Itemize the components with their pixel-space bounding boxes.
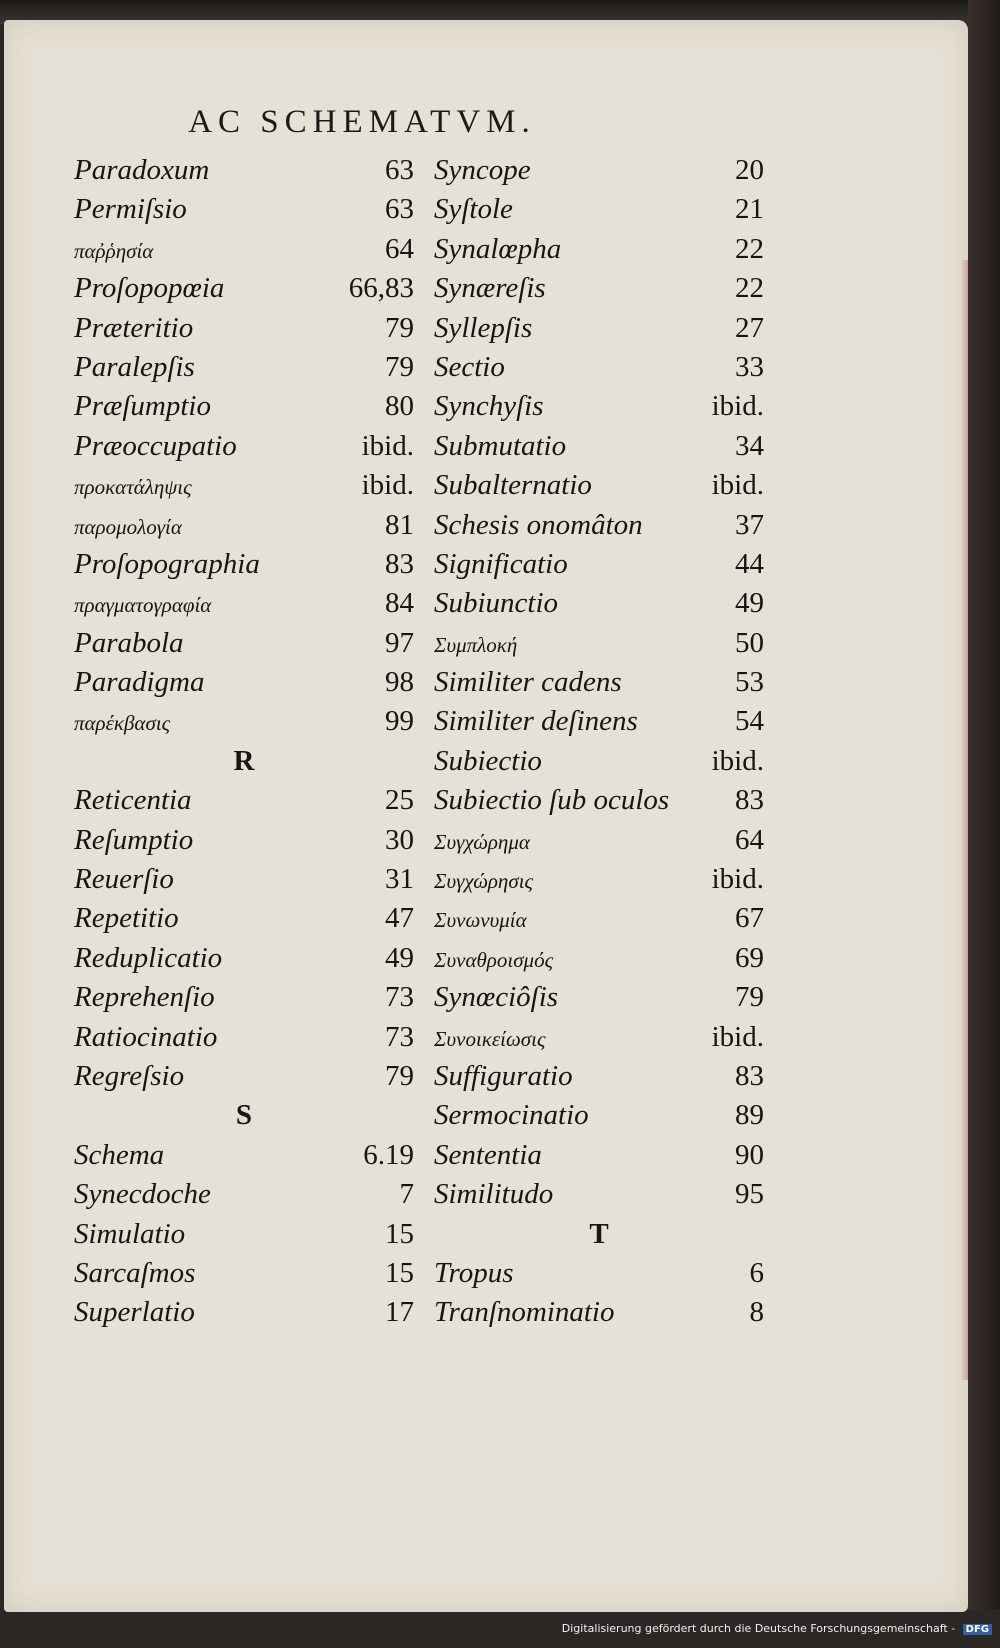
index-column-left	[74, 150, 414, 1332]
digitization-credit	[562, 1622, 992, 1635]
index-entry	[434, 426, 764, 465]
index-entry	[434, 386, 764, 425]
index-term: Subiectio ſub oculos	[434, 784, 670, 817]
index-page-number: 7	[399, 1178, 414, 1211]
index-section-letter	[74, 741, 414, 780]
index-entry	[434, 1135, 764, 1174]
index-page-number: 50	[735, 626, 764, 659]
index-term: Schema	[74, 1138, 165, 1171]
index-entry	[74, 229, 414, 268]
index-entry	[434, 898, 764, 937]
index-page-number: 90	[735, 1138, 764, 1171]
index-page-number: 8	[749, 1296, 764, 1329]
index-entry	[434, 820, 764, 859]
index-entry	[74, 386, 414, 425]
index-term: Συνοικείωσις	[434, 1026, 546, 1051]
index-page-number: ibid.	[711, 1020, 764, 1053]
index-term: Synœciôſis	[434, 981, 559, 1014]
index-entry	[434, 308, 764, 347]
index-entry	[434, 662, 764, 701]
section-letter: R	[233, 744, 255, 777]
index-term: Sectio	[434, 350, 505, 383]
index-term: Simulatio	[74, 1217, 186, 1250]
index-term: παρομολογία	[74, 514, 182, 539]
index-page-number: 89	[735, 1099, 764, 1132]
index-term: Syllepſis	[434, 311, 533, 344]
page-edge	[960, 260, 968, 1380]
index-page-number: 31	[385, 863, 414, 896]
index-page-number: 73	[385, 981, 414, 1014]
index-page-number: 80	[385, 390, 414, 423]
index-entry	[74, 308, 414, 347]
index-page-number: ibid.	[711, 390, 764, 423]
index-term: Subiunctio	[434, 587, 559, 620]
index-column-right	[434, 150, 764, 1332]
index-entry	[74, 977, 414, 1016]
index-page-number: 83	[735, 784, 764, 817]
index-page-number: 37	[735, 508, 764, 541]
index-entry	[434, 150, 764, 189]
index-page-number: 79	[385, 1059, 414, 1092]
index-term: Similitudo	[434, 1178, 554, 1211]
index-page-number: 63	[385, 154, 414, 186]
index-page-number: 20	[735, 154, 764, 186]
index-entry	[74, 505, 414, 544]
index-page-number: 79	[385, 311, 414, 344]
index-entry	[74, 544, 414, 583]
index-term: Syſtole	[434, 193, 513, 226]
index-term: Subalternatio	[434, 469, 592, 502]
index-entry	[74, 150, 414, 189]
index-term: Sermocinatio	[434, 1099, 589, 1132]
index-entry	[74, 938, 414, 977]
index-entry	[74, 465, 414, 504]
section-letter: S	[235, 1099, 253, 1132]
index-page-number: ibid.	[711, 863, 764, 896]
index-page-number: 69	[735, 941, 764, 974]
index-term: Suffiguratio	[434, 1059, 573, 1092]
digitization-credit-text: Digitalisierung gefördert durch die Deutsche Forschungsgemeinschaft -	[561, 1622, 956, 1635]
index-page-number: 83	[735, 1059, 764, 1092]
index-term: Sarcaſmos	[74, 1256, 196, 1289]
index-entry	[74, 1056, 414, 1095]
index-entry	[434, 505, 764, 544]
index-entry	[434, 229, 764, 268]
page-header	[4, 104, 968, 141]
index-term: προκατάληψις	[74, 475, 192, 500]
index-entry	[434, 1174, 764, 1213]
index-page-number: 64	[385, 232, 414, 265]
index-term: Regreſsio	[74, 1059, 185, 1092]
index-term: Proſopographia	[74, 547, 260, 580]
index-entry	[74, 701, 414, 740]
index-page-number: 67	[735, 902, 764, 935]
index-page-number: ibid.	[711, 744, 764, 777]
index-entry	[74, 662, 414, 701]
index-page-number: 95	[735, 1178, 764, 1211]
index-term: Permiſsio	[74, 193, 187, 226]
index-page-number: 25	[385, 784, 414, 817]
index-page-number: 22	[735, 232, 764, 265]
index-term: Συγχώρημα	[434, 829, 530, 854]
index-page-number: 22	[735, 272, 764, 305]
index-term: παῤῥησία	[74, 238, 154, 263]
index-entry	[74, 820, 414, 859]
index-entry	[74, 1214, 414, 1253]
index-entry	[434, 701, 764, 740]
index-entry	[74, 1017, 414, 1056]
index-entry	[434, 1292, 764, 1331]
index-page-number: 79	[385, 350, 414, 383]
index-entry	[434, 1017, 764, 1056]
index-term: Synæreſis	[434, 272, 546, 305]
index-page-number: 83	[385, 547, 414, 580]
index-page-number: 17	[385, 1296, 414, 1329]
index-entry	[434, 741, 764, 780]
index-term: Præteritio	[74, 311, 194, 344]
index-page-number: ibid.	[361, 429, 414, 462]
index-page-number: 79	[735, 981, 764, 1014]
index-entry	[74, 347, 414, 386]
index-term: Συγχώρησις	[434, 869, 534, 894]
index-term: Similiter cadens	[434, 666, 622, 699]
index-term: Paradigma	[74, 666, 205, 699]
index-term: Tranſnominatio	[434, 1296, 615, 1329]
index-entry	[74, 583, 414, 622]
index-page-number: 97	[385, 626, 414, 659]
index-page-number: 44	[735, 547, 764, 580]
index-term: Reſumptio	[74, 823, 194, 856]
index-term: Significatio	[434, 547, 568, 580]
index-term: Schesis onomâton	[434, 508, 643, 541]
index-term: Syncope	[434, 154, 531, 186]
index-term: Reticentia	[74, 784, 192, 817]
index-entry	[74, 1253, 414, 1292]
index-term: παρέκβασις	[74, 711, 171, 736]
index-page-number: 6.19	[363, 1138, 414, 1171]
index-page-number: 30	[385, 823, 414, 856]
index-term: Reduplicatio	[74, 941, 223, 974]
index-section-letter	[74, 1095, 414, 1134]
index-page-number: 66,83	[348, 272, 414, 305]
index-term: Reprehenſio	[74, 981, 215, 1014]
index-entry	[74, 1174, 414, 1213]
section-letter: T	[589, 1217, 609, 1250]
index-term: Præſumptio	[74, 390, 211, 423]
index-term: Parabola	[74, 626, 184, 659]
index-entry	[74, 1292, 414, 1331]
index-entry	[434, 1095, 764, 1134]
index-term: Συναθροισμός	[434, 947, 554, 972]
index-term: Ratiocinatio	[74, 1020, 218, 1053]
index-page-number: 53	[735, 666, 764, 699]
index-entry	[434, 1056, 764, 1095]
index-entry	[434, 938, 764, 977]
index-term: πραγματογραφία	[74, 593, 212, 618]
index-section-letter	[434, 1214, 764, 1253]
index-entry	[74, 426, 414, 465]
dfg-logo: DFG	[963, 1624, 992, 1635]
index-entry	[74, 780, 414, 819]
index-term: Præoccupatio	[74, 429, 237, 462]
index-page-number: 27	[735, 311, 764, 344]
index-entry	[434, 859, 764, 898]
index-entry	[434, 465, 764, 504]
index-page-number: ibid.	[711, 469, 764, 502]
index-entry	[434, 268, 764, 307]
book-page	[4, 20, 968, 1612]
scan-background-right	[968, 0, 1000, 1648]
index-term: Tropus	[434, 1256, 514, 1289]
index-page-number: 81	[385, 508, 414, 541]
index-page-number: 6	[749, 1256, 764, 1289]
index-entry	[434, 347, 764, 386]
index-page-number: 54	[735, 705, 764, 738]
index-term: Synecdoche	[74, 1178, 211, 1211]
index-entry	[74, 859, 414, 898]
index-page-number: 73	[385, 1020, 414, 1053]
index-term: Paralepſis	[74, 350, 195, 383]
index-term: Reuerſio	[74, 863, 174, 896]
index-page-number: 47	[385, 902, 414, 935]
index-entry	[434, 780, 764, 819]
index-term: Similiter deſinens	[434, 705, 638, 738]
index-entry	[74, 1135, 414, 1174]
index-term: Proſopopœia	[74, 272, 225, 305]
index-term: Synalœpha	[434, 232, 562, 265]
index-term: Paradoxum	[74, 154, 210, 186]
index-term: Superlatio	[74, 1296, 195, 1329]
index-entry	[74, 268, 414, 307]
index-page-number: 34	[735, 429, 764, 462]
index-term: Submutatio	[434, 429, 567, 462]
index-page-number: 49	[735, 587, 764, 620]
index-entry	[434, 544, 764, 583]
page-header-title: AC SCHEMATVM.	[188, 104, 536, 140]
index-term: Subiectio	[434, 744, 542, 777]
index-entry	[434, 623, 764, 662]
index-page-number: 21	[735, 193, 764, 226]
index-entry	[74, 623, 414, 662]
index-term: Συμπλοκή	[434, 632, 518, 657]
index-entry	[434, 583, 764, 622]
index-page-number: 98	[385, 666, 414, 699]
index-page-number: 33	[735, 350, 764, 383]
index-page-number: 63	[385, 193, 414, 226]
index-entry	[434, 189, 764, 228]
index-page-number: 15	[385, 1217, 414, 1250]
index-entry	[74, 189, 414, 228]
index-term: Synchyſis	[434, 390, 544, 423]
index-page-number: 84	[385, 587, 414, 620]
index-page-number: 15	[385, 1256, 414, 1289]
index-entry	[434, 1253, 764, 1292]
index-term: Συνωνυμία	[434, 908, 527, 933]
index-entry	[74, 898, 414, 937]
index-term: Repetitio	[74, 902, 179, 935]
index-page-number: ibid.	[361, 469, 414, 502]
index-page-number: 49	[385, 941, 414, 974]
index-page-number: 64	[735, 823, 764, 856]
index-entry	[434, 977, 764, 1016]
index-term: Sententia	[434, 1138, 542, 1171]
index-page-number: 99	[385, 705, 414, 738]
